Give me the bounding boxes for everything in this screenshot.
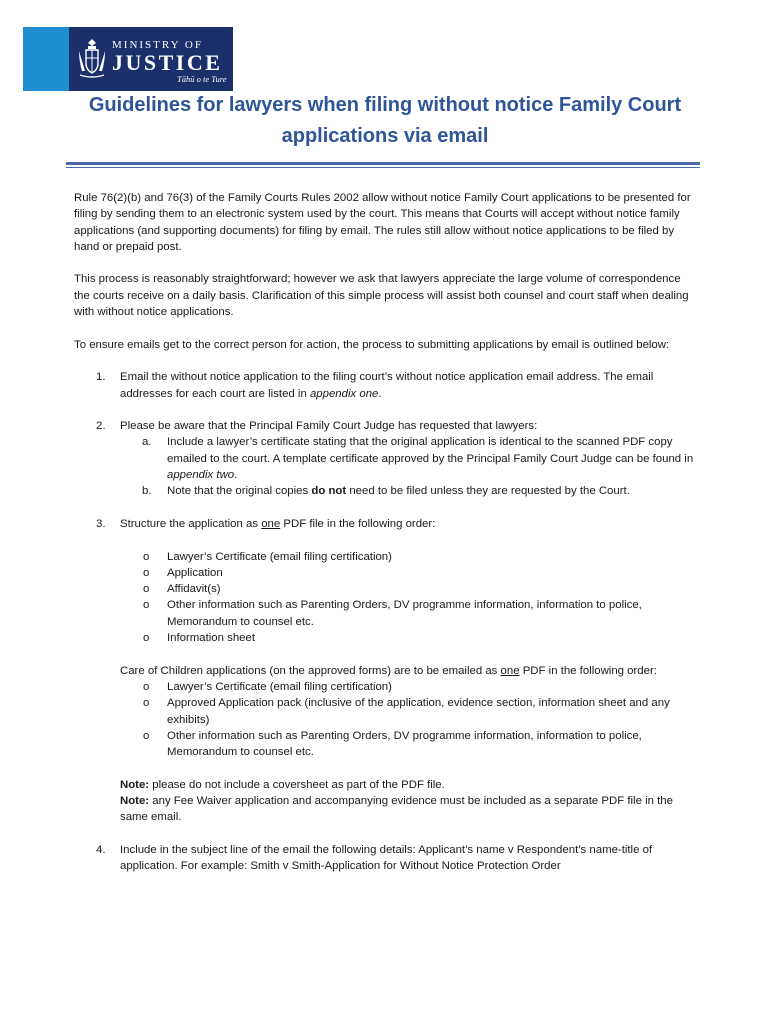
list-item — [120, 549, 698, 565]
coat-of-arms-icon — [77, 37, 107, 81]
title-divider-thin — [66, 167, 700, 168]
note-label: Note: — [120, 778, 150, 791]
step-2 — [74, 418, 698, 499]
note-fee-waiver — [120, 793, 698, 826]
step-4 — [74, 842, 698, 875]
step-number: 3. — [96, 517, 106, 530]
logo-line-tahu-o-te-ture: Tāhū o te Ture — [177, 74, 227, 84]
list-item-text: Application — [167, 566, 223, 579]
note-label: Note: — [120, 794, 150, 807]
logo-line-justice: JUSTICE — [112, 50, 223, 75]
list-item-text: Lawyer’s Certificate (email filing certification) — [167, 680, 392, 693]
pdf-order-list — [120, 549, 698, 647]
list-item — [120, 728, 698, 761]
bullet-icon: o — [143, 550, 150, 563]
list-item — [120, 597, 698, 630]
step-1-end: . — [378, 387, 382, 400]
item-b-text: Note that the original copies — [167, 485, 312, 498]
step-2-item-b — [120, 483, 698, 499]
step-3-text: Structure the application as — [120, 517, 262, 530]
list-item — [120, 695, 698, 728]
list-item — [120, 581, 698, 597]
one-emphasis: one — [500, 664, 520, 677]
bullet-icon: o — [143, 632, 150, 645]
step-2-sublist — [120, 434, 698, 499]
step-number: 2. — [96, 420, 106, 433]
care-of-children-list — [120, 679, 698, 760]
item-b-text-end: need to be filed unless they are requested by the Court. — [346, 485, 630, 498]
care-of-children-paragraph — [120, 663, 698, 679]
list-item-text: Information sheet — [167, 632, 256, 645]
list-item-text: Approved Application pack (inclusive of the application, evidence section, information sheet and any exhibits) — [167, 697, 670, 726]
item-a-end: . — [234, 469, 238, 482]
step-1-text: Email the without notice application to the filing court’s without notice application email address. The email addresses for each court are listed in — [120, 371, 654, 400]
ministry-of-justice-logo — [69, 27, 233, 91]
intro-paragraph-2: This process is reasonably straightforward; however we ask that lawyers appreciate the large volume of correspondence the courts receive on a daily basis. Clarification of this simple process will assist both counsel and court staff when dealing with without notice applications. — [74, 273, 689, 319]
logo-accent-strip — [23, 27, 69, 91]
bullet-icon: o — [143, 566, 150, 579]
list-item-text: Lawyer’s Certificate (email filing certification) — [167, 550, 392, 563]
one-emphasis: one — [261, 517, 281, 530]
bullet-icon: o — [143, 729, 150, 742]
step-3 — [74, 516, 698, 826]
appendix-one-reference: appendix one — [309, 387, 379, 400]
list-item — [120, 630, 698, 646]
bullet-icon: o — [143, 583, 150, 596]
title-divider — [66, 162, 700, 165]
list-item-text: Affidavit(s) — [167, 583, 221, 596]
note-coversheet — [120, 777, 698, 793]
page-title: Guidelines for lawyers when filing without notice Family Court applications via email — [88, 94, 682, 147]
bullet-icon: o — [143, 680, 150, 693]
note-text: any Fee Waiver application and accompanying evidence must be included as a separate PDF file in the same email. — [120, 794, 673, 824]
appendix-two-reference: appendix two — [167, 469, 235, 482]
bullet-icon: o — [143, 599, 150, 612]
step-1 — [74, 369, 698, 402]
step-number: 1. — [96, 371, 106, 384]
item-label: a. — [142, 436, 152, 449]
list-item-text: Other information such as Parenting Orders, DV programme information, information to police, Memorandum to counsel etc. — [167, 599, 642, 628]
coc-text: Care of Children applications (on the approved forms) are to be emailed as — [120, 664, 501, 677]
bullet-icon: o — [143, 697, 150, 710]
item-label: b. — [142, 485, 152, 498]
note-text: please do not include a coversheet as part of the PDF file. — [149, 778, 445, 791]
logo-line-ministry-of: MINISTRY OF — [112, 39, 203, 51]
list-item-text: Other information such as Parenting Orders, DV programme information, information to police, Memorandum to counsel etc. — [167, 729, 642, 759]
step-number: 4. — [96, 843, 106, 856]
coc-text-end: PDF in the following order: — [519, 664, 657, 677]
step-4-text: Include in the subject line of the email the following details: Applicant’s name v Respondent’s name-title of application. For example: Smith v Smith-Application for Without Notice Protection Order — [120, 843, 653, 873]
item-a-text: Include a lawyer’s certificate stating that the original application is identical to the scanned PDF copy emailed to the court. A template certificate approved by the Principal Family Court Judge can be found in — [167, 436, 694, 465]
intro-paragraph-1: Rule 76(2)(b) and 76(3) of the Family Courts Rules 2002 allow without notice Family Court applications to be presented for filing by sending them to an electronic system used by the court. This means that Courts will accept without notice family applications (and supporting documents) for filing by email. The rules still allow without notice applications to be filed by hand or prepaid post. — [74, 192, 691, 253]
step-2-text: Please be aware that the Principal Family Court Judge has requested that lawyers: — [120, 420, 538, 433]
step-2-item-a — [120, 434, 698, 483]
do-not-emphasis: do not — [311, 485, 347, 498]
list-item — [120, 565, 698, 581]
step-3-text-end: PDF file in the following order: — [280, 517, 436, 530]
list-item — [120, 679, 698, 695]
intro-paragraph-3: To ensure emails get to the correct person for action, the process to submitting applications by email is outlined below: — [74, 338, 670, 351]
document-body — [74, 190, 698, 891]
